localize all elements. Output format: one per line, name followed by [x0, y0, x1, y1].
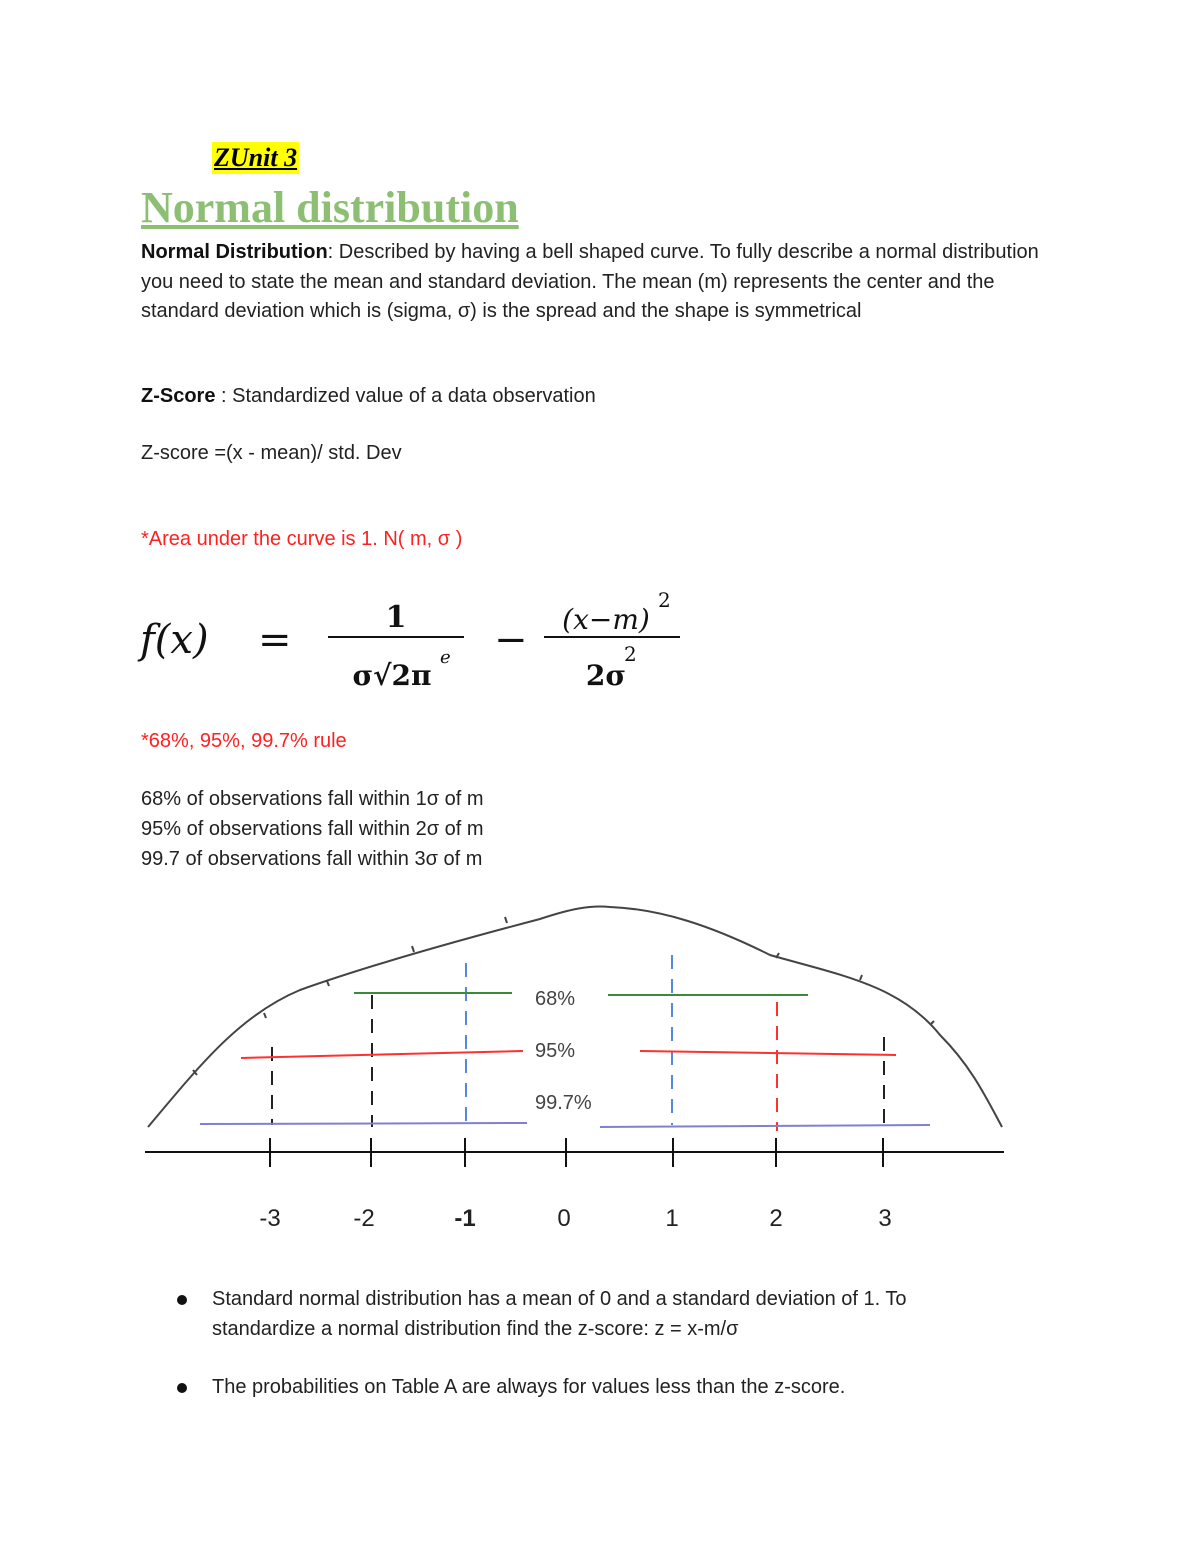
- zscore-paragraph: [141, 382, 1041, 412]
- bullet-item: [170, 1284, 990, 1344]
- formula-frac1-numerator: 1: [385, 600, 407, 635]
- z-tick-label-minus-2: -2: [353, 1205, 375, 1232]
- unit-label: ZUnit 3: [214, 143, 298, 172]
- rule-line-1sigma: 68% of observations fall within 1σ of m: [141, 788, 484, 810]
- band-95-right: [640, 1051, 896, 1055]
- formula-frac2-numerator-exponent: 2: [658, 588, 671, 612]
- formula-lhs: f(x): [140, 617, 209, 663]
- formula-minus: −: [494, 617, 528, 663]
- zscore-term: Z-Score: [141, 385, 216, 407]
- z-tick-label-minus-3: -3: [259, 1205, 281, 1232]
- formula-frac2-numerator: (x−m): [562, 603, 650, 636]
- summary-bullet-list: [170, 1284, 990, 1430]
- page-title: Normal distribution: [141, 183, 519, 232]
- formula-frac2-denominator: 2σ: [585, 659, 627, 692]
- formula-frac2-denominator-exponent: 2: [624, 642, 637, 666]
- z-tick-label-3: 3: [878, 1205, 892, 1232]
- formula-e: e: [440, 647, 451, 668]
- z-tick-label-2: 2: [769, 1205, 783, 1232]
- z-tick-label-1: 1: [665, 1205, 679, 1232]
- definition-text: : Described by having a bell shaped curve. To fully describe a normal distribution you need to state the mean and standard deviation. The mean (m) represents the center and the standard deviation which is (sigma, σ) is the spread and the shape is symmetrical: [141, 241, 1039, 322]
- z-tick-label-minus-1: -1: [454, 1205, 476, 1232]
- band-997-left: [200, 1123, 527, 1124]
- rule-line-2sigma: 95% of observations fall within 2σ of m: [141, 818, 484, 840]
- bullet-text: The probabilities on Table A are always for values less than the z-score.: [212, 1376, 846, 1398]
- bullet-item: [170, 1372, 990, 1402]
- rule-heading: *68%, 95%, 99.7% rule: [141, 730, 347, 752]
- zscore-text: : Standardized value of a data observation: [215, 385, 596, 407]
- band-label-68: 68%: [535, 988, 576, 1010]
- band-label-997: 99.7%: [535, 1092, 592, 1114]
- formula-equals: =: [258, 617, 292, 663]
- normal-distribution-diagram: [140, 895, 1020, 1245]
- z-tick-label-0: 0: [557, 1205, 571, 1232]
- band-label-95: 95%: [535, 1040, 576, 1062]
- bullet-text: Standard normal distribution has a mean of 0 and a standard deviation of 1. To standardize a normal distribution find the z-score: z = x-m/σ: [212, 1288, 907, 1340]
- band-95-left: [241, 1051, 523, 1058]
- bullet-dot: [177, 1383, 187, 1393]
- zscore-formula-text: Z-score =(x - mean)/ std. Dev: [141, 442, 402, 464]
- band-997-right: [600, 1125, 930, 1127]
- area-note: *Area under the curve is 1. N( m, σ ): [141, 528, 463, 550]
- pdf-formula: [130, 585, 710, 695]
- rule-line-3sigma: 99.7 of observations fall within 3σ of m: [141, 848, 483, 870]
- definition-paragraph: [141, 238, 1041, 327]
- bullet-dot: [177, 1295, 187, 1305]
- formula-frac1-denominator: σ√2π: [352, 659, 432, 692]
- definition-term: Normal Distribution: [141, 241, 328, 263]
